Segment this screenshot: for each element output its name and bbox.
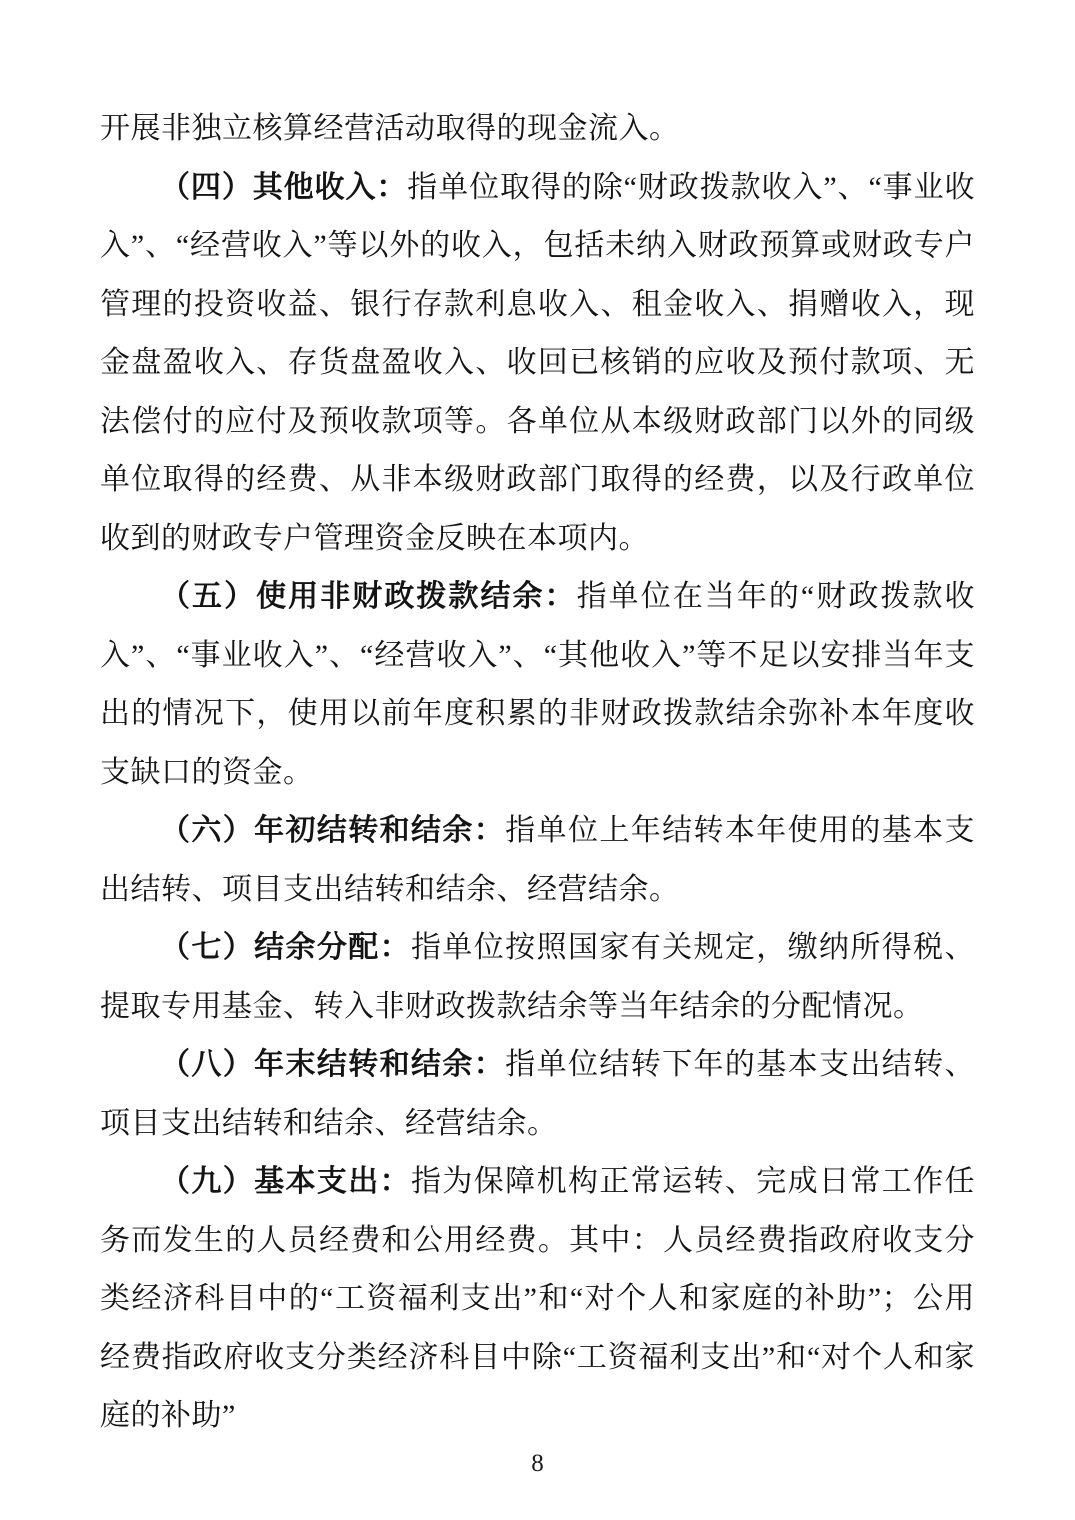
paragraph-body: 指单位按照国家有关规定，缴纳所得税、提取专用基金、转入非财政拨款结余等当年结余的分配情况。 bbox=[100, 931, 976, 1023]
paragraph-item-7 bbox=[100, 919, 975, 1036]
paragraph-item-5 bbox=[100, 568, 975, 802]
paragraph-heading: （八）年末结转和结余： bbox=[160, 1048, 506, 1081]
paragraph-item-8 bbox=[100, 1036, 975, 1153]
paragraph-heading: （五）使用非财政拨款结余： bbox=[160, 580, 577, 613]
paragraph-heading: （九）基本支出： bbox=[160, 1165, 412, 1198]
paragraph-body: 开展非独立核算经营活动取得的现金流入。 bbox=[100, 112, 680, 145]
paragraph-body: 指单位取得的除“财政拨款收入”、“事业收入”、“经营收入”等以外的收入，包括未纳入财政预算或财政专户管理的投资收益、银行存款利息收入、租金收入、捐赠收入，现金盘盈收入、存货盘盈收入、收回已核销的应收及预付款项、无法偿付的应付及预收款项等。各单位从本级财政部门以外的同级单位取得的经费、从非本级财政部门取得的经费，以及行政单位收到的财政专户管理资金反映在本项内。 bbox=[100, 170, 976, 555]
paragraph-item-9 bbox=[100, 1153, 975, 1446]
paragraph-item-4 bbox=[100, 159, 975, 569]
page-number: 8 bbox=[531, 1450, 544, 1477]
paragraph-body: 指单位上年结转本年使用的基本支出结转、项目支出结转和结余、经营结余。 bbox=[100, 814, 976, 906]
paragraph-continuation bbox=[100, 100, 975, 159]
paragraph-body: 指单位结转下年的基本支出结转、项目支出结转和结余、经营结余。 bbox=[100, 1048, 976, 1140]
paragraph-heading: （六）年初结转和结余： bbox=[160, 814, 506, 847]
paragraph-item-6 bbox=[100, 802, 975, 919]
paragraph-heading: （七）结余分配： bbox=[160, 931, 412, 964]
document-body bbox=[100, 100, 975, 1446]
paragraph-body: 指为保障机构正常运转、完成日常工作任务而发生的人员经费和公用经费。其中：人员经费指政府收支分类经济科目中的“工资福利支出”和“对个人和家庭的补助”；公用经费指政府收支分类经济科目中除“工资福利支出”和“对个人和家庭的补助” bbox=[100, 1165, 976, 1432]
paragraph-body: 指单位在当年的“财政拨款收入”、“事业收入”、“经营收入”、“其他收入”等不足以安排当年支出的情况下，使用以前年度积累的非财政拨款结余弥补本年度收支缺口的资金。 bbox=[100, 580, 975, 789]
paragraph-heading: （四）其他收入： bbox=[160, 170, 408, 204]
